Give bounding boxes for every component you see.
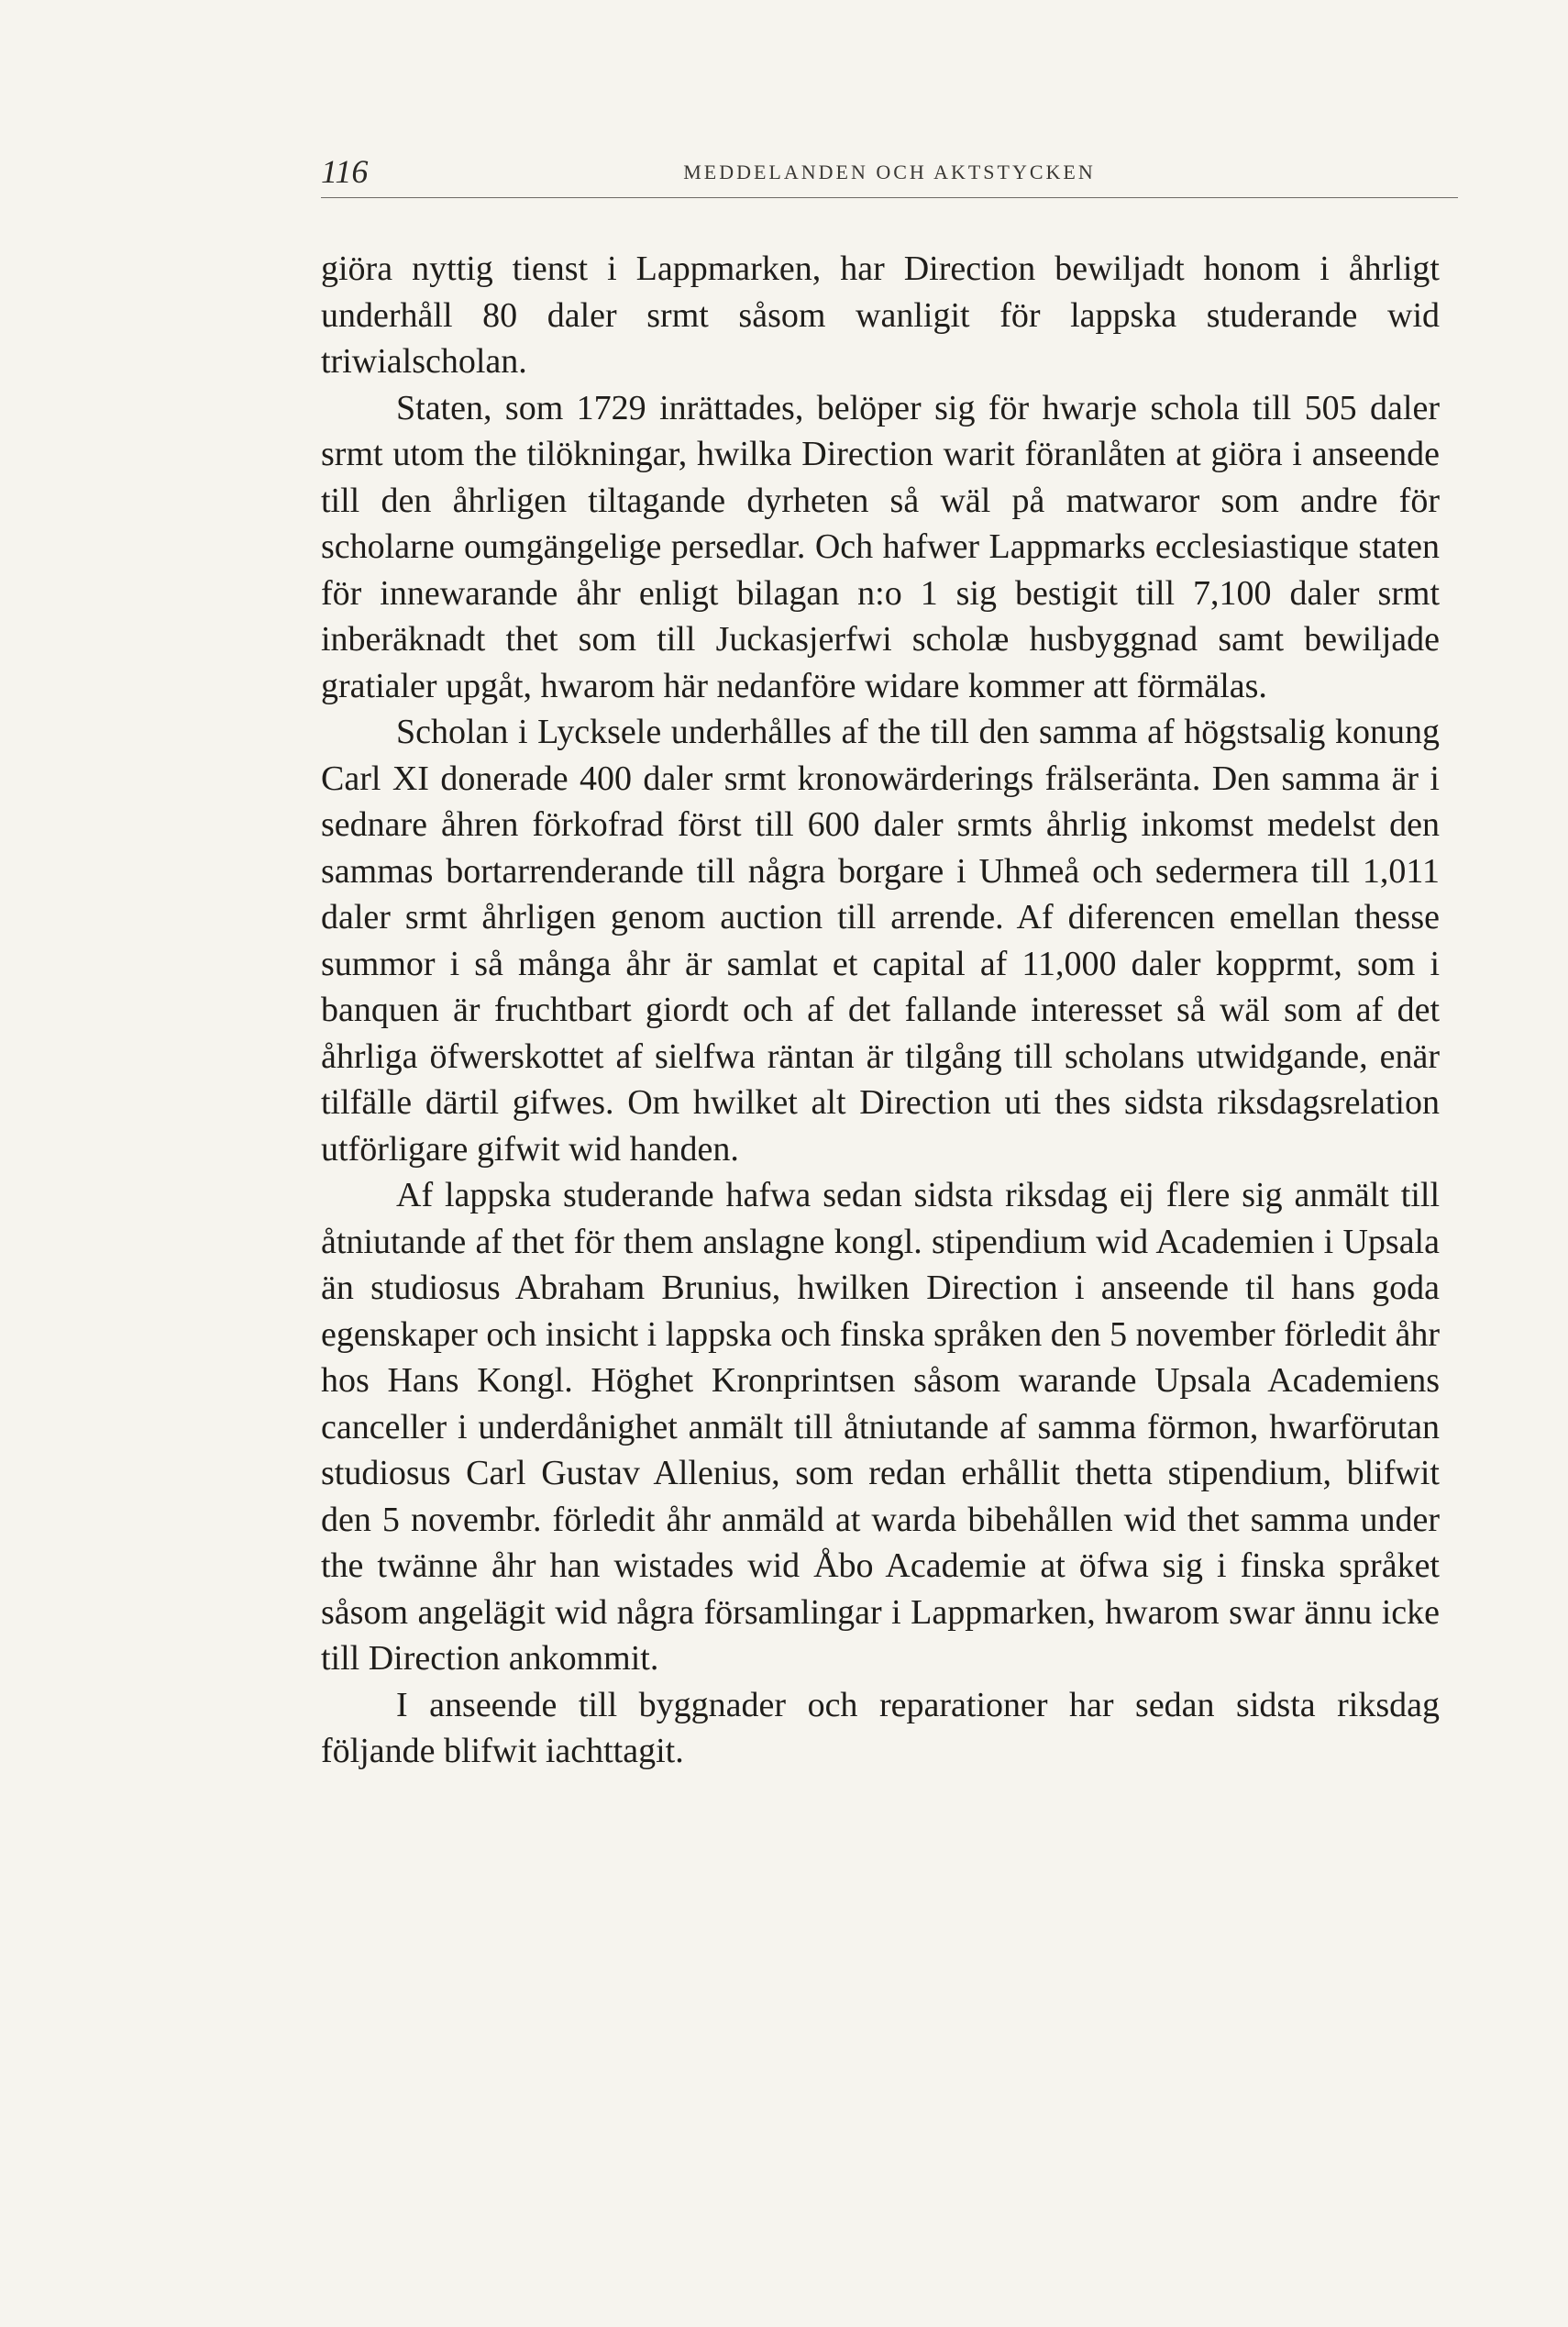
page-header bbox=[321, 151, 1458, 198]
paragraph-byggnader: I anseende till byggnader och reparationer har sedan sidsta riksdag följande blifwit iachttagit. bbox=[321, 1685, 1440, 1770]
paragraph-lappska-studerande: Af lappska studerande hafwa sedan sidsta riksdag eij flere sig anmält till åtniutande af thet för them anslagne kongl. stipendium wid Academien i Upsala än studiosus Abraham Brunius, hwilken Direction i anseende til hans goda egenskaper och insicht i lappska och finska språken den 5 november förledit åhr hos Hans Kongl. Höghet Kronprintsen såsom warande Upsala Academiens canceller i underdånighet anmält till åtniutande af samma förmon, hwarförutan studiosus Carl Gustav Allenius, som redan erhållit thetta stipendium, blifwit den 5 novembr. förledit åhr anmäld at warda bibehållen wid thet samma under the twänne åhr han wistades wid Åbo Academie at öfwa sig i finska språket såsom angelägit wid några församlingar i Lappmarken, hwarom swar ännu icke till Direction ankommit. bbox=[321, 1176, 1440, 1678]
body-text bbox=[321, 246, 1440, 1775]
running-head: MEDDELANDEN OCH AKTSTYCKEN bbox=[683, 161, 1096, 183]
paragraph-scholan-lycksele: Scholan i Lycksele underhålles af the till den samma af högstsalig konung Carl XI donerade 400 daler srmt kronowärderings frälseränta. Den samma är i sednare åhren förkofrad först till 600 daler srmts åhrlig inkomst medelst den sammas bortarrenderande till några borgare i Uhmeå och sedermera till 1,011 daler srmt åhrligen genom auction till arrende. Af diferencen emellan thesse summor i så många åhr är samlat et capital af 11,000 daler kopprmt, som i banquen är fruchtbart giordt och af det fallande interesset så wäl som af det åhrliga öfwerskottet af sielfwa räntan är tilgång till scholans utwidgande, enär tilfälle därtil gifwes. Om hwilket alt Direction uti thes sidsta riksdagsrelation utförligare gifwit wid handen. bbox=[321, 713, 1440, 1169]
paragraph-staten: Staten, som 1729 inrättades, belöper sig för hwarje schola till 505 daler srmt utom the tilökningar, hwilka Direction warit föranlåten at giöra i anseende till den åhrligen tiltagande dyrheten så wäl på matwaror som andre för scholarne oumgängelige persedlar. Och hafwer Lappmarks ecclesiastique staten för innewarande åhr enligt bilagan n:o 1 sig bestigit till 7,100 daler srmt inberäknadt thet som till Juckasjerfwi scholæ husbyggnad samt bewiljade gratialer upgåt, hwarom här nedanföre widare kommer att förmälas. bbox=[321, 388, 1440, 705]
page-number: 116 bbox=[321, 153, 369, 190]
paragraph-continuation: giöra nyttig tienst i Lappmarken, har Direction bewiljadt honom i åhrligt underhåll 80 daler srmt såsom wanligit för lappska studerande wid triwialscholan. bbox=[321, 249, 1440, 381]
